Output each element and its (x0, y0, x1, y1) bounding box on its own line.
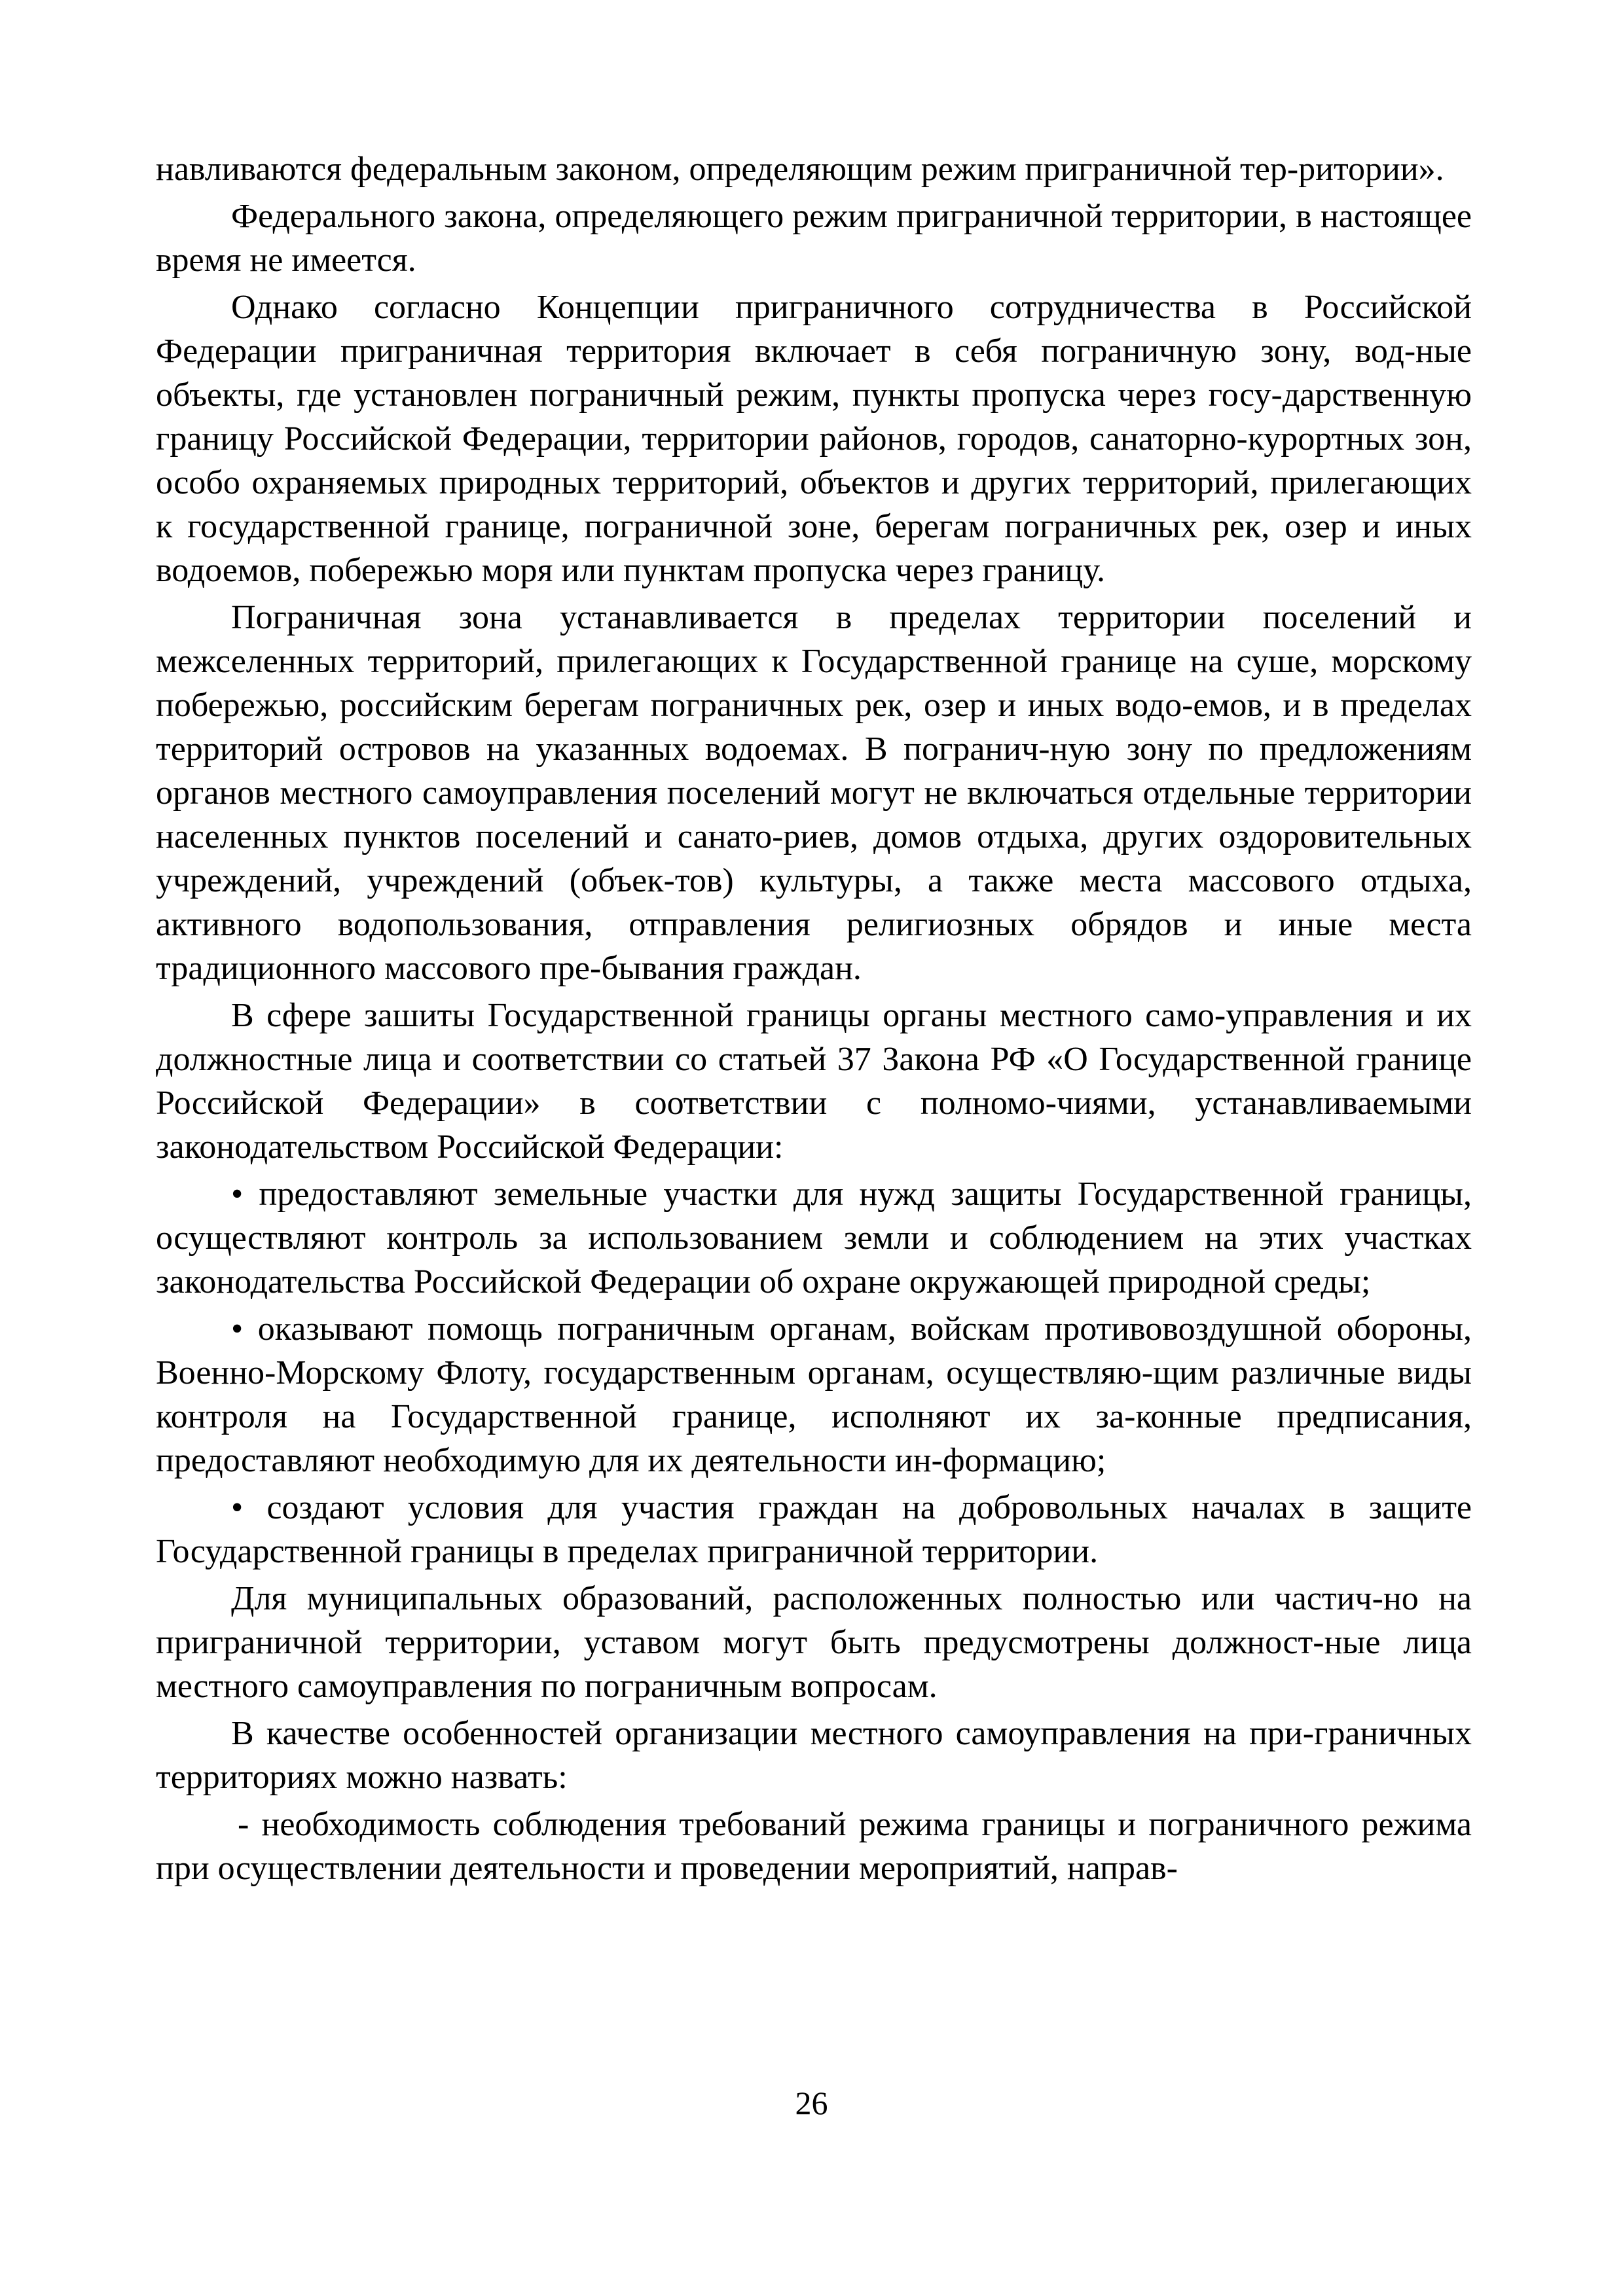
page-number: 26 (795, 2085, 828, 2121)
list-item-land-plots: • предоставляют земельные участки для нужд защиты Государственной границы, осуществляют контроль за использованием земли и соблюдением на этих участках законодательства Российской Федерации об охране окружающей природной среды; (156, 1175, 1472, 1300)
paragraph-features: В качестве особенностей организации местного самоуправления на при-граничных территориях можно назвать: (156, 1715, 1472, 1796)
paragraph-municipal-officials: Для муниципальных образований, расположенных полностью или частич-но на приграничной территории, уставом могут быть предусмотрены должност-ные лица местного самоуправления по пограничным вопросам. (156, 1580, 1472, 1705)
paragraph-protection-sphere: В сфере зашиты Государственной границы органы местного само-управления и их должностные лица и соответствии со статьей 37 Закона РФ «О Государственной границе Российской Федерации» в соответствии с полномо-чиями, устанавливаемыми законодательством Российской Федерации: (156, 997, 1472, 1166)
list-item-assistance: • оказывают помощь пограничным органам, войскам противовоздушной обороны, Военно-Морскому Флоту, государственным органам, осуществляю-щим различные виды контроля на Государственной границе, исполняют их за-конные предписания, предоставляют необходимую для их деятельности ин-формацию; (156, 1310, 1472, 1479)
page-body (156, 147, 1472, 1890)
paragraph-border-zone: Пограничная зона устанавливается в пределах территории поселений и межселенных территорий, прилегающих к Государственной границе на суше, морскому побережью, российским берегам пограничных рек, озер и иных водо-емов, и в пределах территорий островов на указанных водоемах. В погранич-ную зону по предложениям органов местного самоуправления поселений могут не включаться отдельные территории населенных пунктов поселений и санато-риев, домов отдыха, других оздоровительных учреждений, учреждений (объек-тов) культуры, а также места массового отдыха, активного водопользования, отправления религиозных обрядов и иные места традиционного массового пре-бывания граждан. (156, 599, 1472, 987)
list-item-conditions: • создают условия для участия граждан на добровольных началах в защите Государственной границы в пределах приграничной территории. (156, 1489, 1472, 1570)
paragraph-continuation: навливаются федеральным законом, определяющим режим приграничной тер-ритории». (156, 151, 1444, 188)
dash-item-requirements: - необходимость соблюдения требований режима границы и пограничного режима при осуществлении деятельности и проведении мероприятий, направ- (156, 1806, 1472, 1887)
paragraph-federal-law: Федерального закона, определяющего режим приграничной территории, в настоящее время не имеется. (156, 198, 1472, 279)
paragraph-concept: Однако согласно Концепции приграничного сотрудничества в Российской Федерации приграничная территория включает в себя пограничную зону, вод-ные объекты, где установлен пограничный режим, пункты пропуска через госу-дарственную границу Российской Федерации, территории районов, городов, санаторно-курортных зон, особо охраняемых природных территорий, объектов и других территорий, прилегающих к государственной границе, пограничной зоне, берегам пограничных рек, озер и иных водоемов, побережью моря или пунктам пропуска через границу. (156, 289, 1472, 589)
